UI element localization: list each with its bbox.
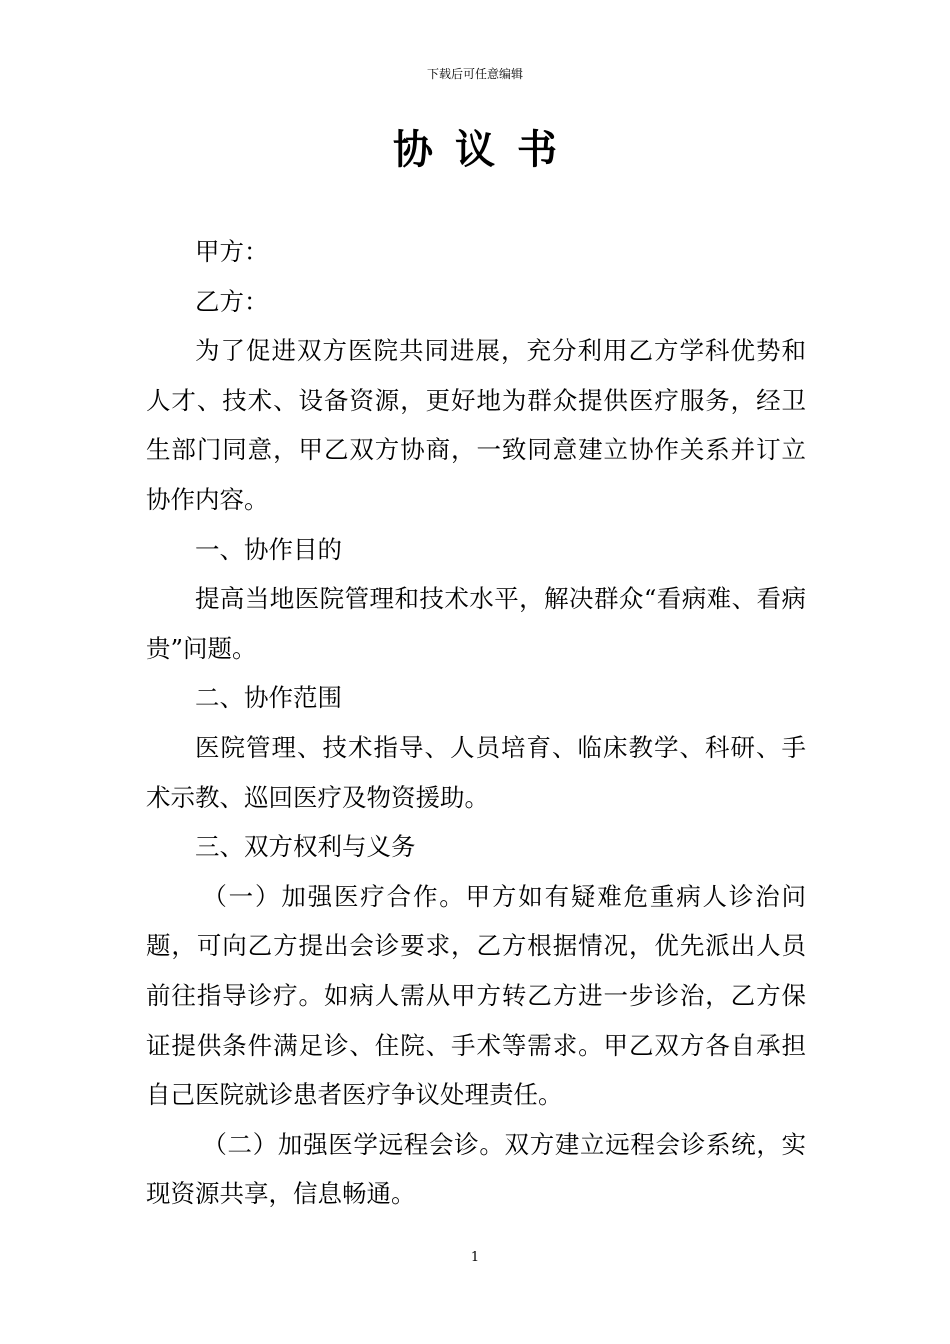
section-1-heading: 一、协作目的 (195, 534, 342, 564)
party-a-line: 甲方： (195, 237, 269, 266)
clause-1-paragraph: （一）加强医疗合作。甲方如有疑难危重病人诊治问题，可向乙方提出会诊要求，乙方根据情况，优先派出人员前往指导诊疗。如病人需从甲方转乙方进一步诊治，乙方保证提供条件满足诊、住院、手术等需求。甲乙双方各自承担自己医院就诊患者医疗争议处理责任。 (146, 881, 806, 1110)
clause-2-paragraph: （二）加强医学远程会诊。双方建立远程会诊系统，实现资源共享，信息畅通。 (146, 1129, 806, 1209)
page-header: 下载后可任意编辑 (426, 67, 523, 81)
intro-paragraph: 为了促进双方医院共同进展，充分利用乙方学科优势和人才、技术、设备资源，更好地为群众提供医疗服务，经卫生部门同意，甲乙双方协商，一致同意建立协作关系并订立协作内容。 (146, 336, 806, 514)
section-2-paragraph: 医院管理、技术指导、人员培育、临床教学、科研、手术示教、巡回医疗及物资援助。 (146, 732, 806, 812)
document-title: 协议书 (393, 126, 579, 173)
party-b-line: 乙方： (195, 286, 269, 316)
document-body (146, 227, 806, 1219)
page-number: 1 (470, 1250, 480, 1265)
section-1-paragraph: 提高当地医院管理和技术水平，解决群众“看病难、看病贵”问题。 (146, 584, 806, 663)
section-2-heading: 二、协作范围 (195, 683, 342, 713)
section-3-heading: 三、双方权利与义务 (195, 832, 416, 862)
